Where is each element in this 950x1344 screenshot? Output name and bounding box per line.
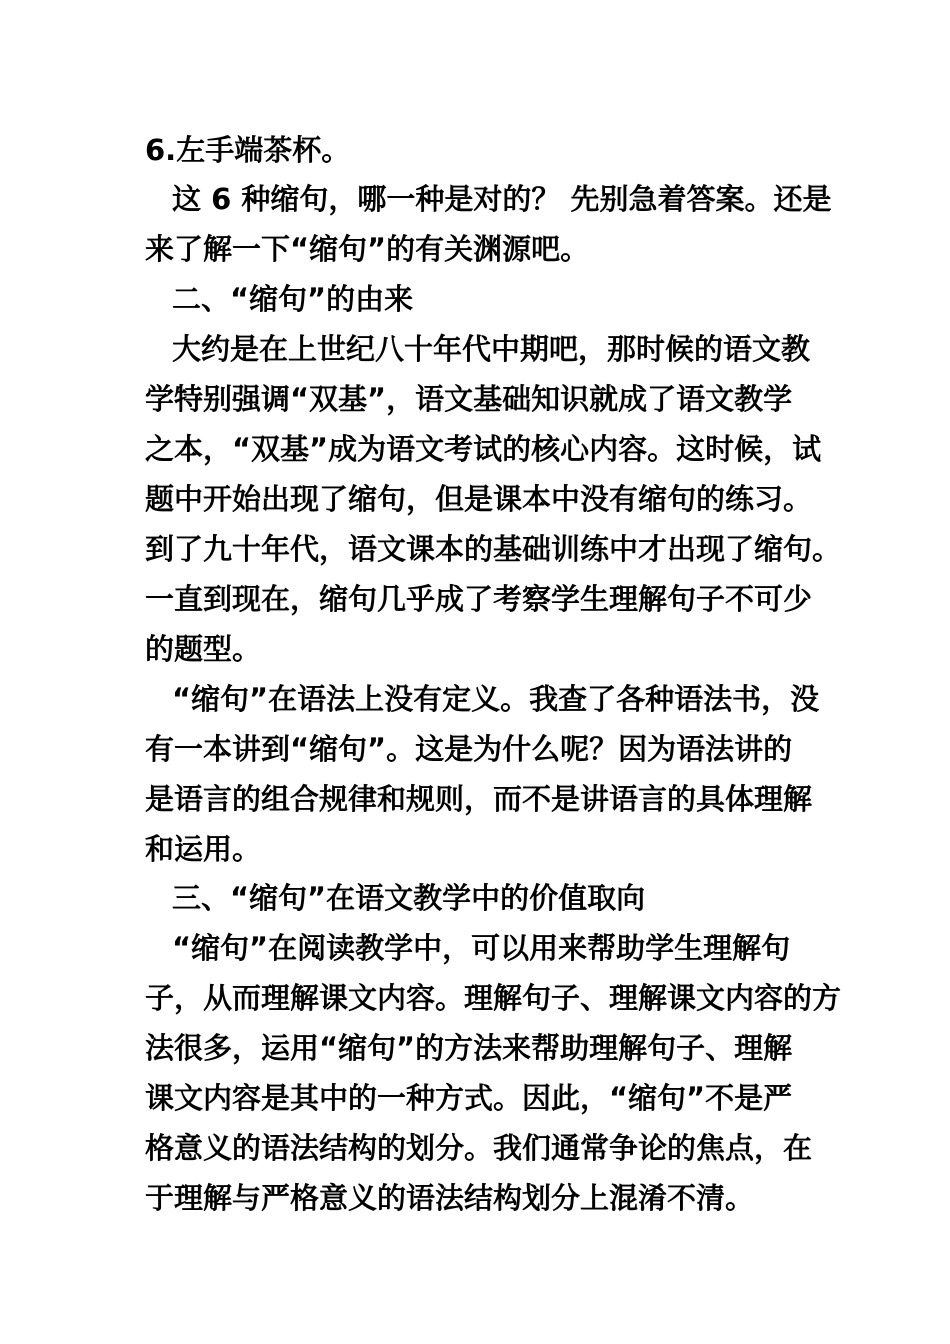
paragraph-intro-line-1: 这 6 种缩句，哪一种是对的？ 先别急着答案。还是 xyxy=(172,182,832,216)
paragraph-intro-line-2: 来了解一下“缩句”的有关渊源吧。 xyxy=(145,232,590,266)
section-heading-2: 二、“缩句”的由来 xyxy=(172,282,414,316)
paragraph-origin-line-1: 大约是在上世纪八十年代中期吧，那时候的语文教 xyxy=(172,332,811,366)
paragraph-value-line-2: 子，从而理解课文内容。理解句子、理解课文内容的方 xyxy=(145,981,842,1015)
paragraph-origin-line-5: 到了九十年代，语文课本的基础训练中才出现了缩句。 xyxy=(145,532,842,566)
paragraph-value-line-6: 于理解与严格意义的语法结构划分上混淆不清。 xyxy=(145,1181,755,1215)
paragraph-origin-line-3: 之本，“双基”成为语文考试的核心内容。这时候，试 xyxy=(145,432,822,466)
paragraph-origin-line-2: 学特别强调“双基”，语文基础知识就成了语文教学 xyxy=(145,382,793,416)
paragraph-value-line-5: 格意义的语法结构的划分。我们通常争论的焦点，在 xyxy=(145,1131,813,1165)
paragraph-value-line-1: “缩句”在阅读教学中，可以用来帮助学生理解句 xyxy=(172,931,791,965)
list-item-6: 6.左手端茶杯。 xyxy=(145,133,351,167)
paragraph-origin-line-4: 题中开始出现了缩句，但是课本中没有缩句的练习。 xyxy=(145,482,813,516)
paragraph-grammar-line-1: “缩句”在语法上没有定义。我查了各种语法书，没 xyxy=(172,682,820,716)
paragraph-grammar-line-2: 有一本讲到“缩句”。这是为什么呢？因为语法讲的 xyxy=(145,732,793,766)
section-heading-3: 三、“缩句”在语文教学中的价值取向 xyxy=(172,881,646,915)
paragraph-origin-line-7: 的题型。 xyxy=(145,632,262,666)
paragraph-origin-line-6: 一直到现在，缩句几乎成了考察学生理解句子不可少 xyxy=(145,582,813,616)
paragraph-grammar-line-3: 是语言的组合规律和规则，而不是讲语言的具体理解 xyxy=(145,782,813,816)
paragraph-value-line-4: 课文内容是其中的一种方式。因此，“缩句”不是严 xyxy=(145,1081,793,1115)
paragraph-grammar-line-4: 和运用。 xyxy=(145,832,262,866)
paragraph-value-line-3: 法很多，运用“缩句”的方法来帮助理解句子、理解 xyxy=(145,1031,793,1065)
